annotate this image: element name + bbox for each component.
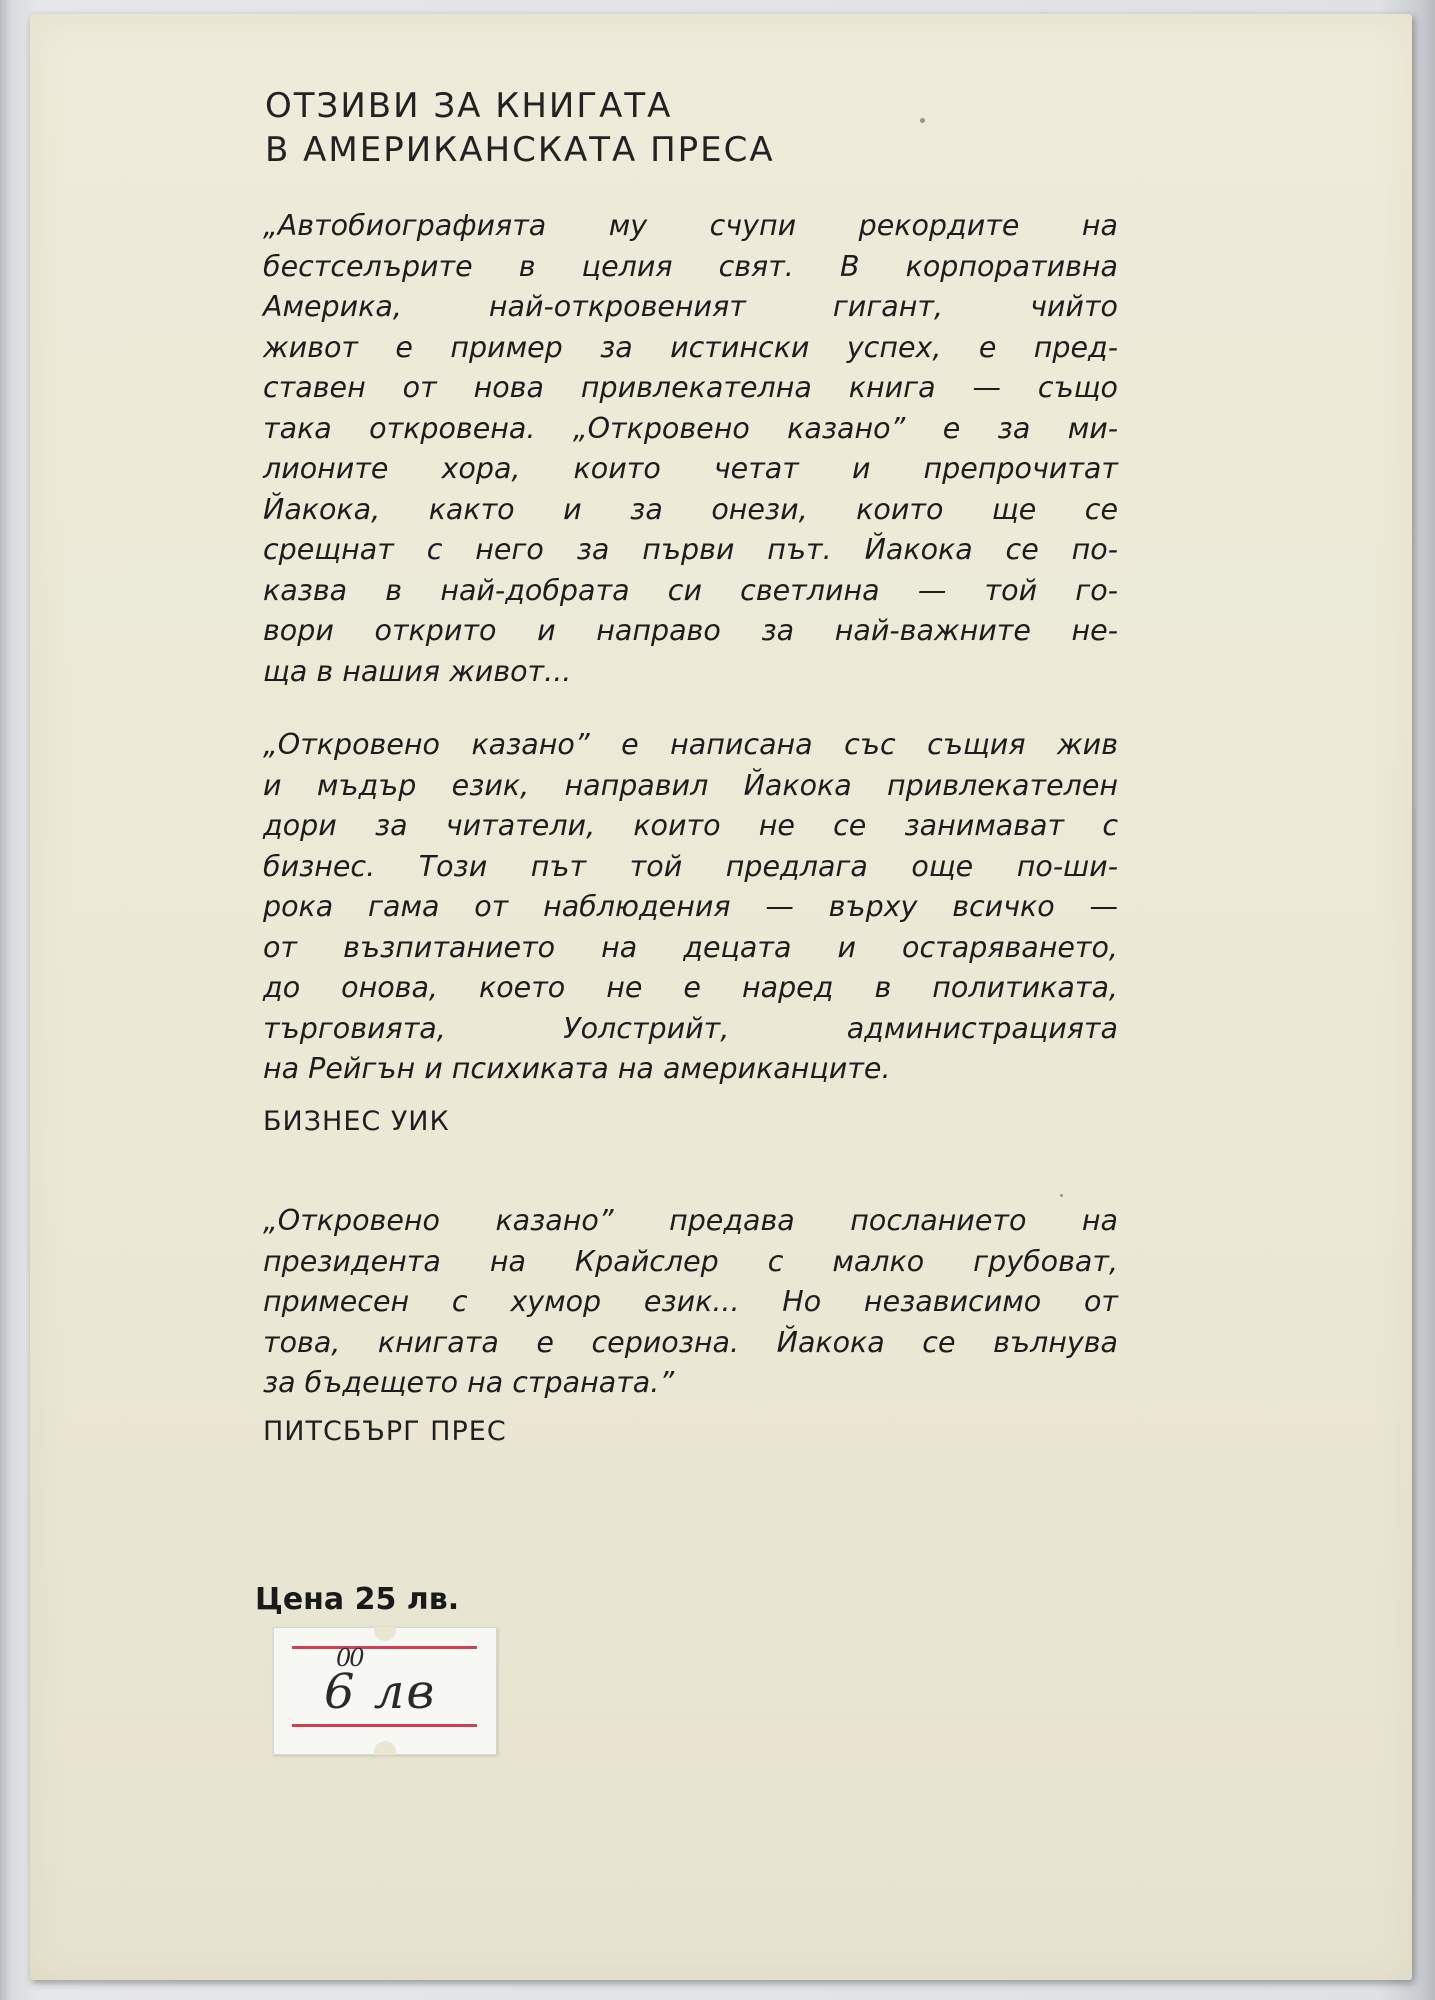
text-line: Америка, най-откровеният гигант, чийто	[263, 290, 1118, 323]
text-line: и мъдър език, направил Йакока привлекателен	[263, 768, 1118, 802]
price-label: Цена 25 лв.	[255, 1582, 460, 1617]
text-line: „Откровено казано” предава посланието на	[263, 1204, 1118, 1237]
text-line: бизнес. Този път той предлага още по-ши-	[263, 849, 1118, 883]
text-line: това, книгата е сериозна. Йакока се вълнува	[263, 1325, 1118, 1359]
company-name: Крайслер	[574, 1244, 719, 1278]
sticker-notch	[374, 1741, 396, 1755]
page-title	[265, 84, 775, 172]
handwritten-price: 6 лв	[324, 1664, 437, 1720]
text-line: на Рейгън и психиката на американците.	[263, 1052, 891, 1085]
text-line: срещнат с него за първи път. Йакока се по-	[263, 533, 1118, 566]
price-sticker	[273, 1627, 497, 1755]
text-line: ща в нашия живот...	[263, 654, 572, 688]
text-line: бестселърите в целия свят. В корпоративна	[263, 249, 1118, 283]
review-source-pittsburgh-press: ПИТСБЪРГ ПРЕС	[263, 1416, 507, 1447]
text-line: ставен от нова привлекателна книга — също	[263, 371, 1118, 404]
paper-speck	[1060, 1194, 1063, 1197]
text-line: търговията, Уолстрийт, администрацията	[263, 1011, 1118, 1045]
paper-speck	[920, 118, 925, 123]
text-line: лионите хора, които четат и препрочитат	[263, 452, 1118, 485]
title-line-1: ОТЗИВИ ЗА КНИГАТА	[265, 86, 673, 126]
text-line: живот е пример за истински успех, е пред-	[263, 330, 1118, 364]
handwritten-superscript: 00	[336, 1644, 363, 1672]
sticker-notch	[374, 1627, 396, 1641]
review-source-business-week: БИЗНЕС УИК	[263, 1106, 450, 1137]
text-line: рока гама от наблюдения — върху всичко —	[263, 890, 1118, 923]
review-paragraph-3	[263, 1201, 1118, 1404]
text-line: дори за читатели, които не се занимават с	[263, 809, 1118, 842]
text-line: президента на Крайслер с малко грубоват,	[263, 1244, 1118, 1278]
text-line: Йакока, както и за онези, които ще се	[263, 492, 1118, 526]
text-line: от възпитанието на децата и остаряването,	[263, 930, 1118, 964]
sticker-red-line	[292, 1724, 477, 1727]
text-line: така откровена. „Откровено казано” е за ми-	[263, 411, 1118, 445]
text-line: за бъдещето на страната.”	[263, 1366, 675, 1399]
title-line-2: В АМЕРИКАНСКАТА ПРЕСА	[265, 130, 775, 170]
text-line: до онова, което не е наред в политиката,	[263, 971, 1118, 1004]
review-paragraph-2	[263, 725, 1118, 1090]
text-line: „Откровено казано” е написана със същия жив	[263, 728, 1118, 761]
book-back-cover	[30, 14, 1412, 1980]
text-line: казва в най-добрата си светлина — той го-	[263, 573, 1118, 607]
text-line: примесен с хумор език... Но независимо от	[263, 1285, 1118, 1318]
review-paragraph-1	[263, 206, 1118, 692]
text-line: вори открито и направо за най-важните не-	[263, 614, 1118, 647]
text-line: „Автобиографията му счупи рекордите на	[263, 209, 1118, 242]
sticker-red-line	[292, 1646, 477, 1649]
